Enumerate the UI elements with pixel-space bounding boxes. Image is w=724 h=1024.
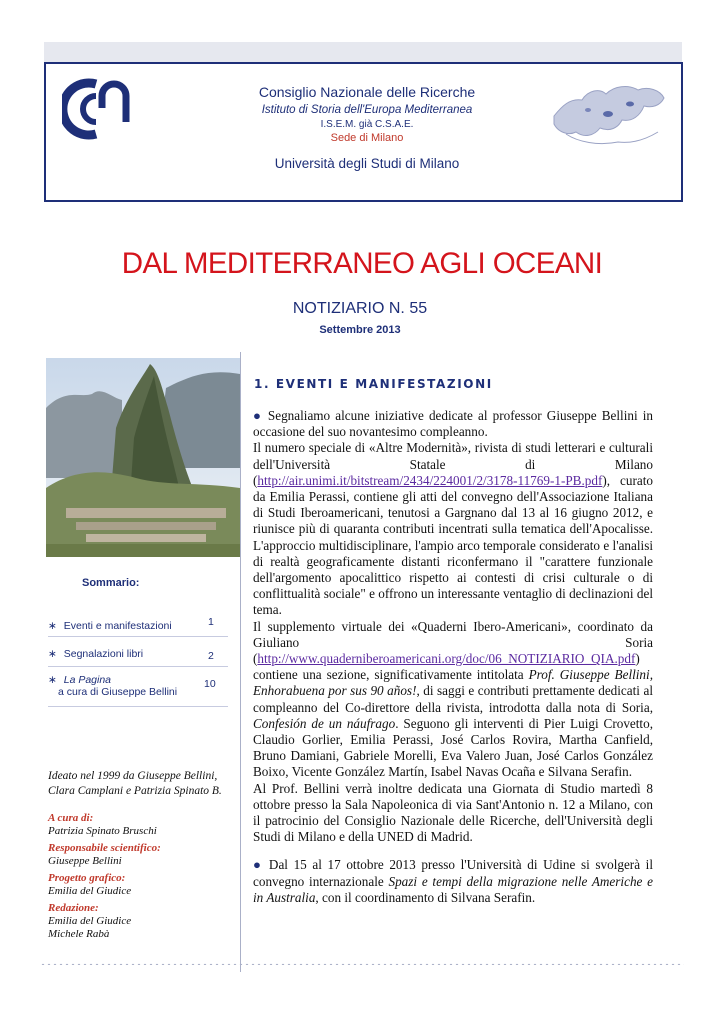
section-body: [253, 408, 653, 906]
header-box: [44, 62, 683, 202]
mediterranean-map-icon: [548, 76, 668, 158]
toc-item[interactable]: [48, 616, 214, 632]
founders-note: Ideato nel 1999 da Giuseppe Bellini, Clara Camplani e Patrizia Spinato B.: [48, 770, 222, 797]
text-run: Dal 15 al 17 ottobre 2013 presso l'Università di Udine si svolgerà il convegno internazionale: [253, 857, 653, 889]
text-run: , di saggi e contributi prettamente dedicati al compleanno del Co-direttore della rivista, introdotta dalla nota di Soria,: [253, 683, 653, 715]
toc-item-page: 2: [208, 650, 214, 662]
toc-item-page: 10: [204, 678, 216, 690]
text-run: , con il coordinamento di Silvana Serafin.: [315, 889, 536, 905]
text-run: Prof. Giuseppe Bellini, Enhorabuena por sus 90 años!: [253, 667, 653, 699]
header-text: [236, 84, 498, 171]
credit-label: Responsabile scientifico:: [48, 842, 161, 854]
university-name: Università degli Studi di Milano: [274, 156, 460, 171]
top-band: [44, 42, 682, 62]
toc-item[interactable]: [48, 674, 216, 698]
credit-label: A cura di:: [48, 812, 94, 824]
link-altre-modernita[interactable]: http://air.unimi.it/bitstream/2434/224001/2/3178-11769-1-PB.pdf: [257, 472, 603, 488]
issue-date: Settembre 2013: [319, 324, 401, 336]
credit-label: Redazione:: [48, 902, 99, 914]
credit-value: Emilia del Giudice: [48, 885, 132, 897]
machu-picchu-photo: [46, 358, 240, 557]
credit-value: Emilia del Giudice Michele Rabà: [48, 915, 132, 940]
text-run: ) contiene una sezione, significativamente intitolata: [253, 651, 640, 683]
text-run: Confesión de un náufrago: [253, 715, 396, 731]
credit-label: Progetto grafico:: [48, 872, 126, 884]
text-run: Spazi e tempi della migrazione nelle Americhe e in Australia: [253, 873, 653, 905]
credits: [48, 812, 243, 945]
toc-item-page: 1: [208, 616, 214, 628]
divider: [48, 706, 228, 707]
bullet-icon: ∗: [48, 648, 57, 660]
issue-number: NOTIZIARIO N. 55: [292, 300, 428, 317]
seat-name: Sede di Milano: [330, 132, 404, 144]
paragraph: [253, 408, 653, 845]
text-run: . Seguono gli interventi di Pier Luigi Crovetto, Claudio Gorlier, Emilia Perassi, José Carlos Rovira, Martha Canfield, Bruno Damiani, Gabriele Morelli, Eva Valero Juan, José Carlos González Boixo, Vicente González Martín, Isabel Navas Ocaña e Silvana Serafin.: [253, 715, 653, 780]
text-run: Al Prof. Bellini verrà inoltre dedicata una Giornata di Studio martedì 8 ottobre presso la Sala Napoleonica di via Sant'Antonio n. 12 a Milano, con il patrocinio del Consiglio Nazionale delle Ricerche, dell'Università degli Studi di Milano e della UNED di Madrid.: [253, 780, 653, 845]
text-run: Segnaliamo alcune iniziative dedicate al professor Giuseppe Bellini in occasione del suo novantesimo compleanno.: [253, 408, 653, 440]
toc-item-label: Eventi e manifestazioni: [63, 620, 172, 632]
institute-former: I.S.E.M. già C.S.A.E.: [320, 119, 414, 130]
newsletter-title: DAL MEDITERRANEO AGLI OCEANI: [121, 247, 603, 280]
divider: [48, 666, 228, 667]
toc-item-sublabel: a cura di Giuseppe Bellini: [58, 686, 178, 698]
toc-item-label: La Pagina: [63, 674, 112, 686]
toc-item-label: Segnalazioni libri: [63, 648, 144, 660]
summary-title: Sommario:: [82, 577, 140, 589]
section-title: 1. EVENTI E MANIFESTAZIONI: [254, 377, 493, 391]
cnr-name: Consiglio Nazionale delle Ricerche: [258, 84, 476, 100]
footer-dotted-rule: [40, 963, 684, 965]
text-run: Il supplemento virtuale dei «Quaderni Ibero-Americani», coordinato da Giuliano Soria (: [253, 618, 653, 667]
bullet-icon: ∗: [48, 620, 57, 632]
bullet-icon: ∗: [48, 674, 57, 686]
credit-value: Patrizia Spinato Bruschi: [48, 825, 157, 837]
cnr-logo-icon: [62, 78, 140, 140]
text-run: Il numero speciale di «Altre Modernità», rivista di studi letterari e culturali dell'Università Statale di Milano (: [253, 440, 653, 488]
institute-name: Istituto di Storia dell'Europa Mediterranea: [261, 104, 473, 116]
credit-value: Giuseppe Bellini: [48, 855, 122, 867]
divider: [48, 636, 228, 637]
text-run: ), curato da Emilia Perassi, contiene gli atti del convegno dell'Associazione Italiana di Studi Iberoamericani, tenutosi a Gargnano dal 13 al 16 giugno 2012, e riunisce più di quaranta contributi incentrati sulla tematica dell'Apocalisse. L'approccio multidisciplinare, l'ampio arco temporale considerato e l'analisi di realtà geograficamente distanti riconfermano il "carattere funzionale dell'argomento apocalittico rispetto ai contesti di crisi culturale o di conflittualità sociale" e offrono un interessante ventaglio di declinazioni del tema.: [253, 472, 653, 618]
paragraph: [253, 857, 653, 906]
toc-item[interactable]: [48, 648, 214, 662]
bullet-icon: ●: [253, 857, 264, 873]
link-quaderni[interactable]: http://www.quaderniberoamericani.org/doc/06_NOTIZIARIO_QIA.pdf: [257, 651, 636, 667]
bullet-icon: ●: [253, 408, 263, 423]
